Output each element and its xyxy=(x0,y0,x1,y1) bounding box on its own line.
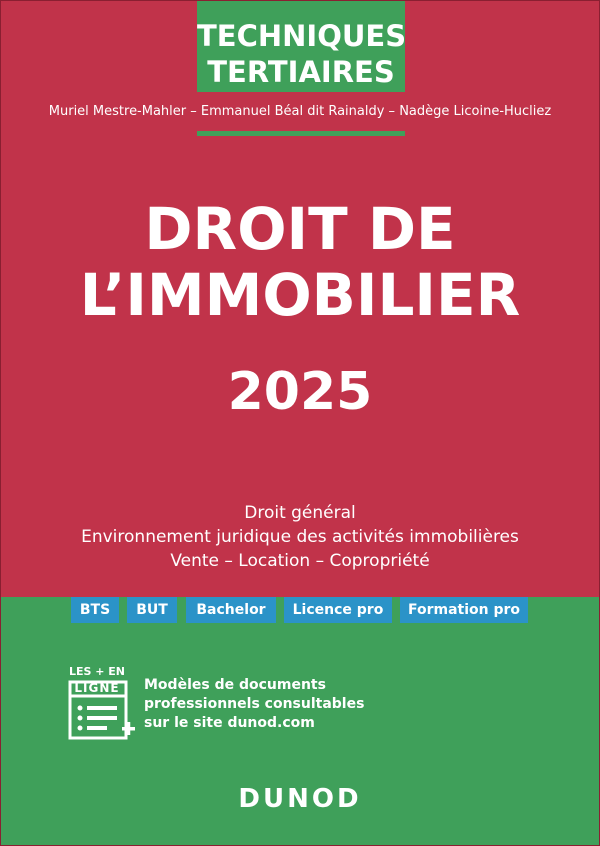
online-badge-label-2: LIGNE xyxy=(74,681,120,695)
collection-name-line2: TERTIAIRES xyxy=(207,55,395,89)
subject-line: Vente – Location – Copropriété xyxy=(170,551,430,571)
book-title-line1: DROIT DE xyxy=(144,195,456,263)
online-resources-description xyxy=(144,676,364,733)
authors: Muriel Mestre-Mahler – Emmanuel Béal dit Rainaldy – Nadège Licoine-Hucliez xyxy=(48,104,552,119)
collection-banner xyxy=(197,0,405,92)
subject-line: Environnement juridique des activités immobilières xyxy=(81,527,519,547)
online-resources-badge xyxy=(67,666,137,738)
level-tag-formation-pro: Formation pro xyxy=(400,597,528,623)
level-tag-but: BUT xyxy=(127,597,177,623)
level-tag-bts: BTS xyxy=(71,597,119,623)
online-description-line: sur le site dunod.com xyxy=(144,715,315,731)
edition-year: 2025 xyxy=(227,362,373,422)
collection-name-line1: TECHNIQUES xyxy=(197,19,407,53)
subject-line: Droit général xyxy=(244,503,356,523)
level-tag-bachelor: Bachelor xyxy=(186,597,276,623)
online-badge-label-1: LES + EN xyxy=(68,665,126,678)
publisher-logo: DUNOD xyxy=(238,784,362,814)
level-tags xyxy=(0,597,600,623)
book-title-line2: L’IMMOBILIER xyxy=(79,261,521,329)
online-description-line: professionnels consultables xyxy=(144,696,365,712)
online-description-line: Modèles de documents xyxy=(144,677,326,693)
level-tag-licence-pro: Licence pro xyxy=(284,597,392,623)
divider xyxy=(197,131,405,136)
